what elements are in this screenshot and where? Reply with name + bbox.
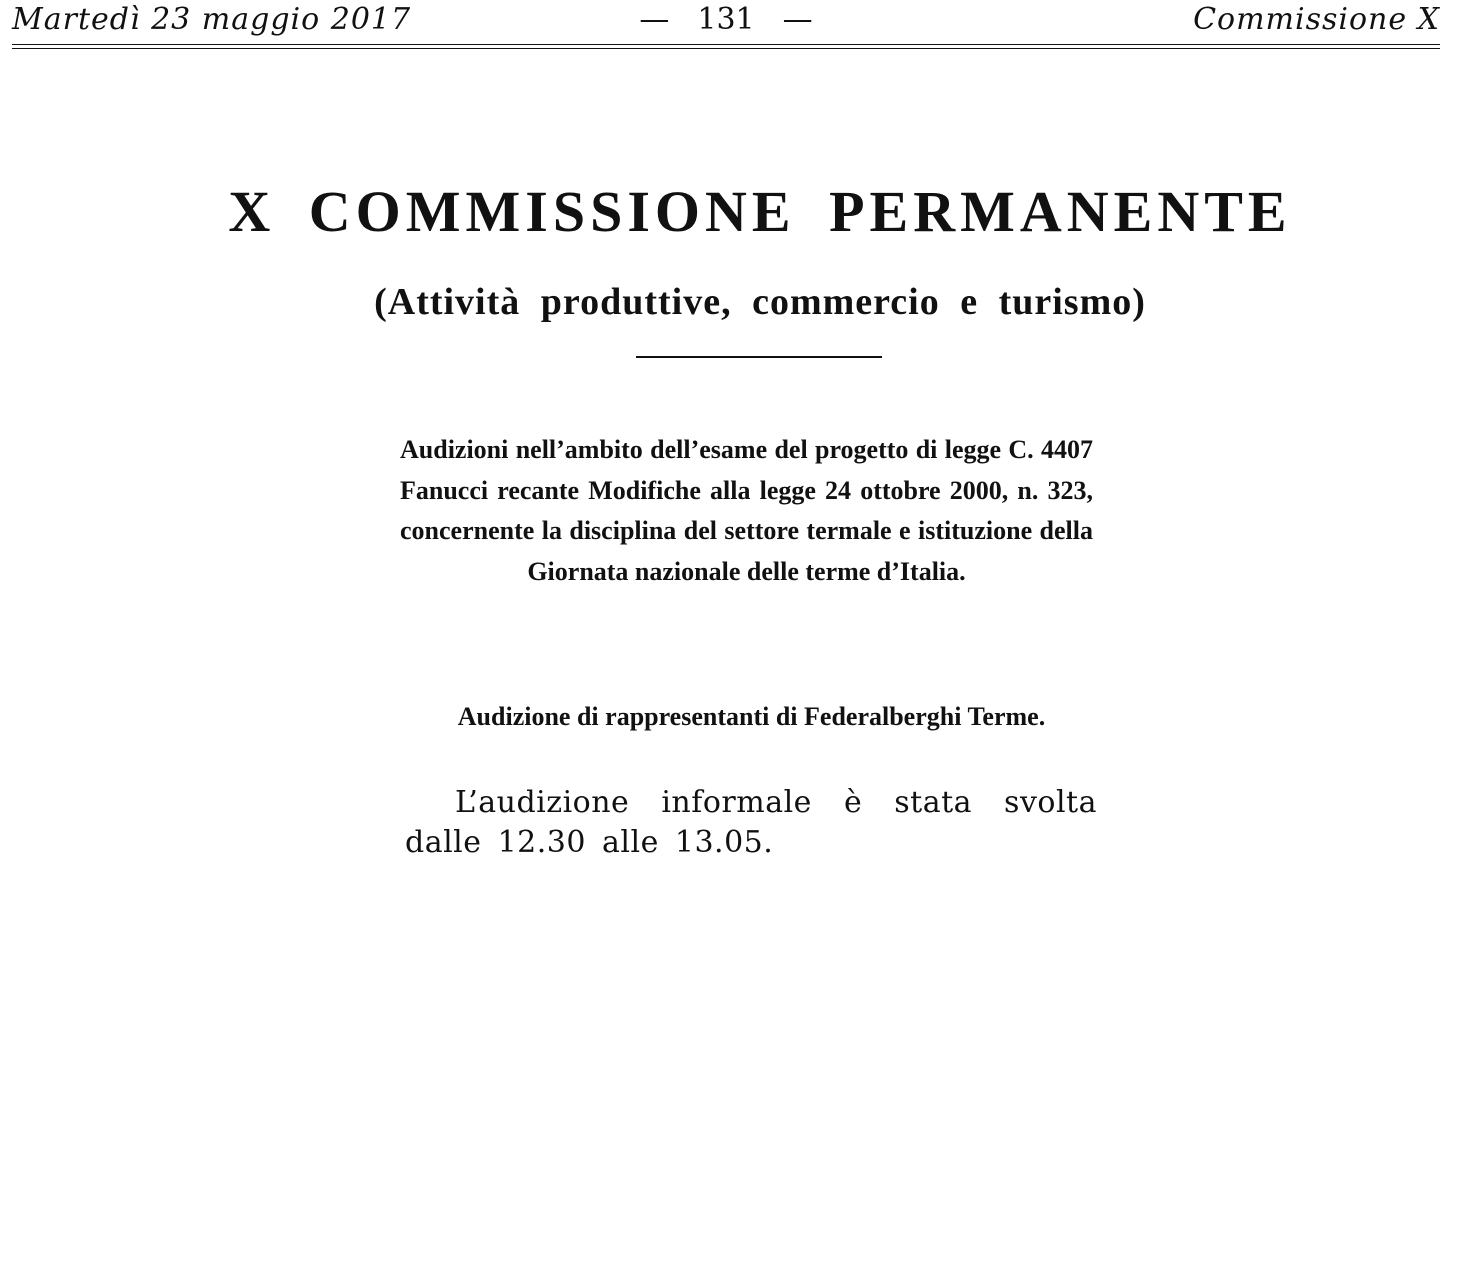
page-number: 131	[697, 2, 755, 37]
running-head-date: Martedì 23 maggio 2017	[12, 2, 412, 37]
page-subtitle: (Attività produttive, commercio e turismo)	[374, 281, 1146, 323]
section-heading: Audizioni nell’ambito dell’esame del progetto di legge C. 4407 Fanucci recante Modifiche alla legge 24 ottobre 2000, n. 323, concernente la disciplina del settore termale e istituzione della Giornata nazionale delle terme d’Italia.	[400, 435, 1093, 586]
page-dash-right: —	[782, 2, 813, 37]
page-dash-left: —	[639, 2, 670, 37]
page-title: X COMMISSIONE PERMANENTE	[228, 179, 1292, 244]
subheading: Audizione di rappresentanti di Federalberghi Terme.	[457, 702, 1046, 731]
running-head	[12, 0, 1440, 45]
running-head-section: Commissione X	[1193, 2, 1440, 37]
title-rule	[636, 356, 882, 358]
body-paragraph: L’audizione informale è stata svolta dalle 12.30 alle 13.05.	[405, 785, 1097, 860]
